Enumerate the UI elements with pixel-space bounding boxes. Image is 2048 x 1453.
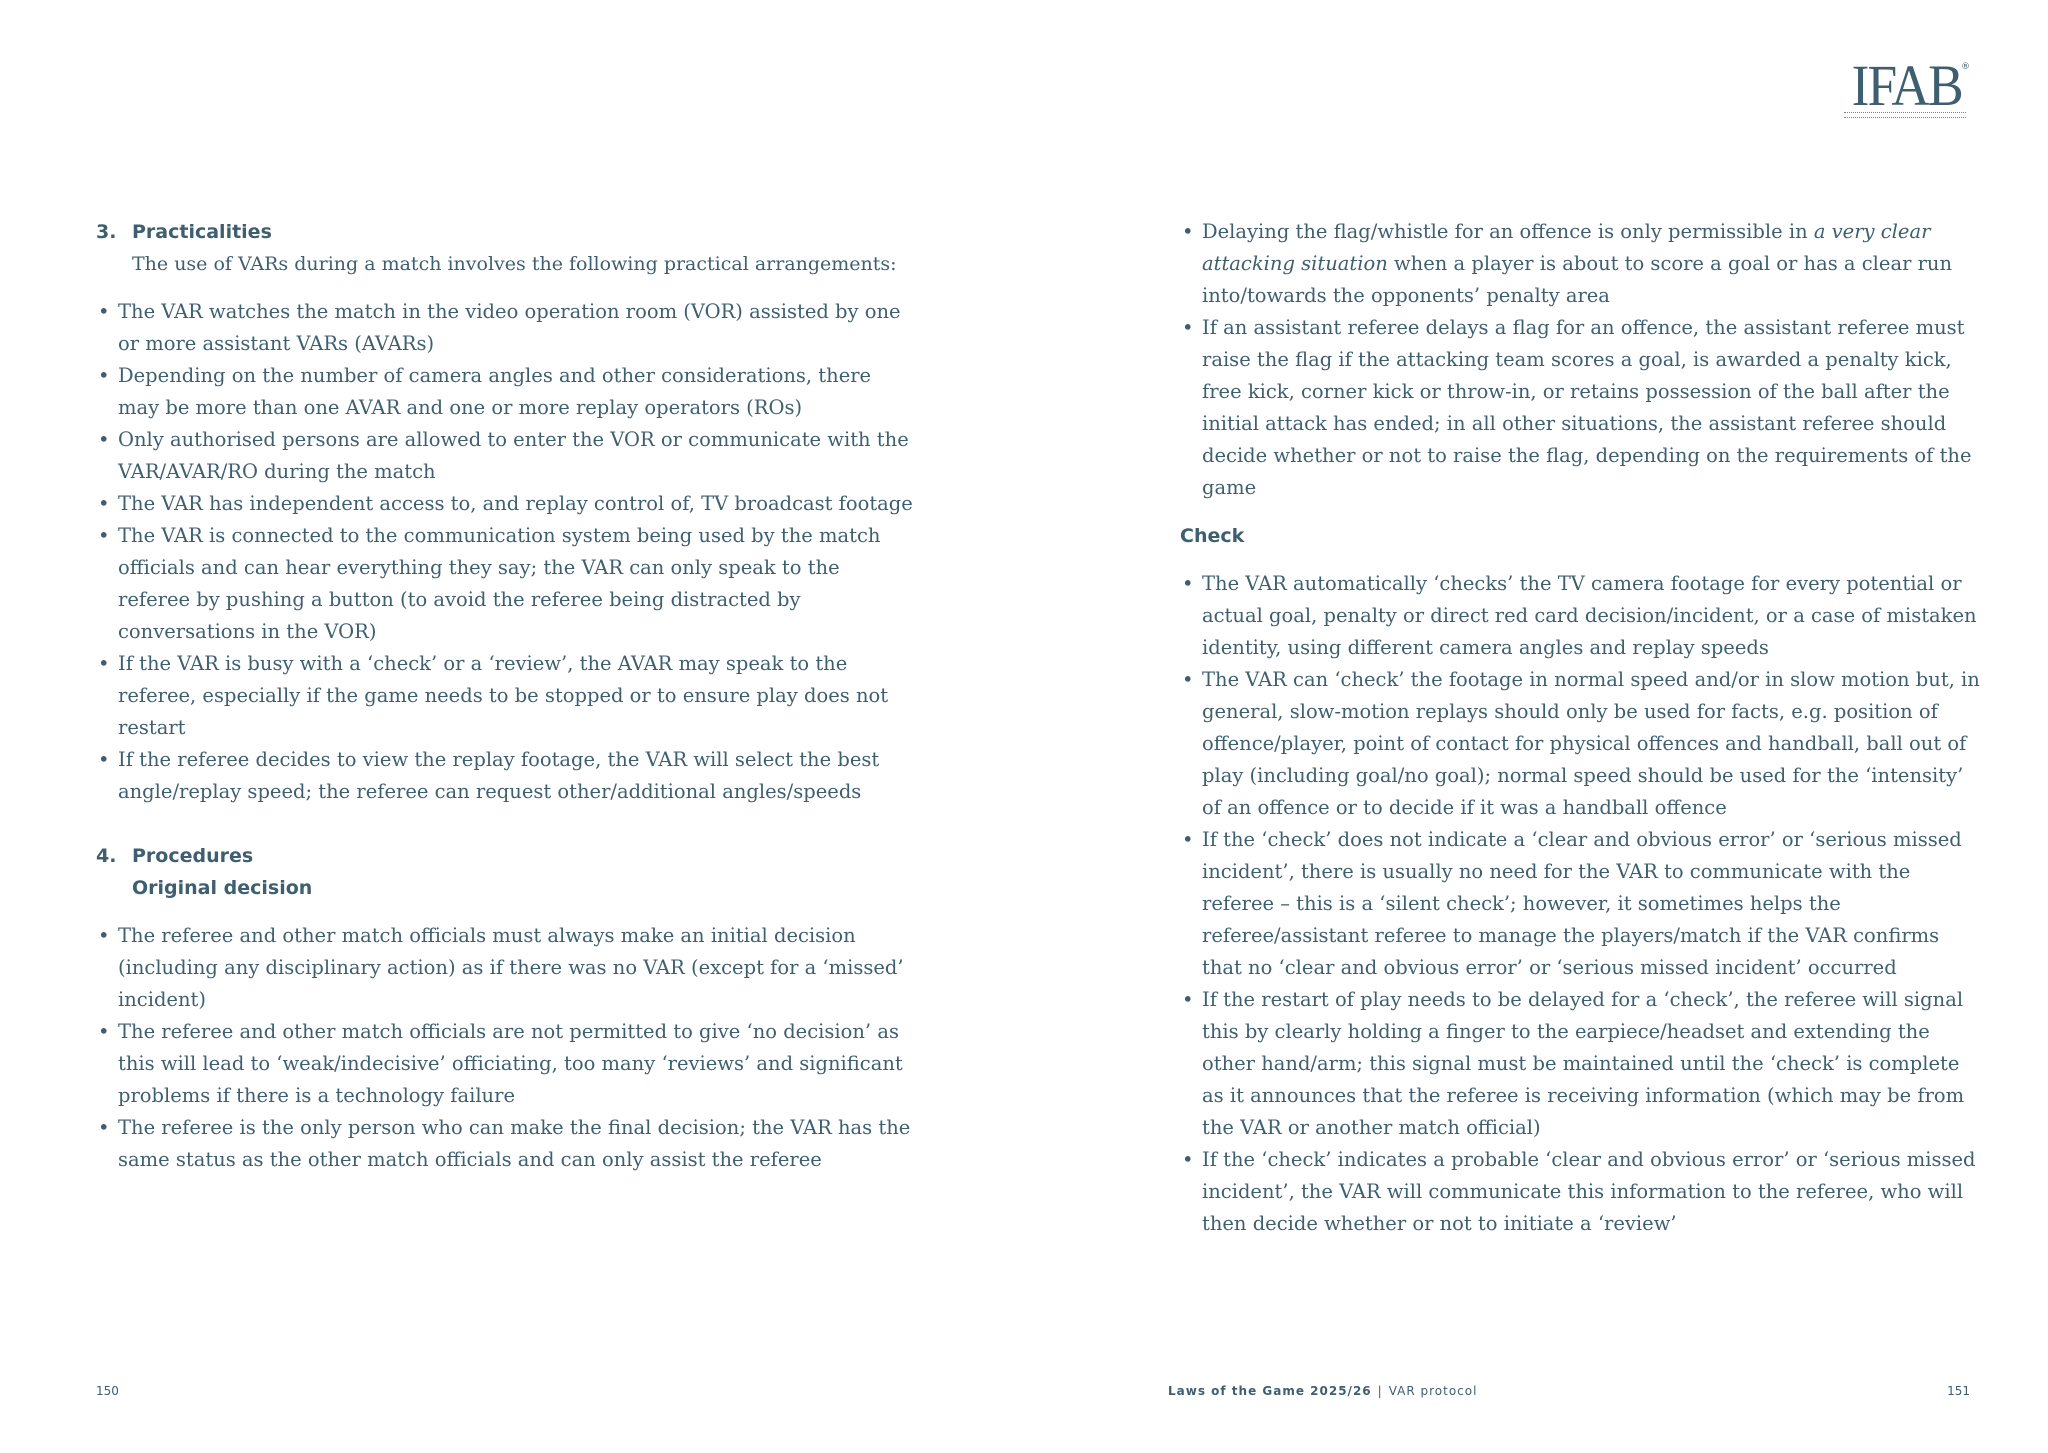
section-3-heading bbox=[96, 216, 916, 248]
page-number-right: 151 bbox=[1947, 1384, 1970, 1398]
list-item: • If the restart of play needs to be delayed for a ‘check’, the referee will signal this by clearly holding a finger to the earpiece/headset and extending the other hand/arm; this signal must be maintained until the ‘check’ is complete as it announces that the referee is receiving information (which may be from the VAR or another match official) bbox=[1180, 984, 1980, 1144]
section-name: VAR protocol bbox=[1388, 1384, 1478, 1398]
list-item: • If the ‘check’ indicates a probable ‘clear and obvious error’ or ‘serious missed incident’, the VAR will communicate this information to the referee, who will then decide whether or not to initiate a ‘review’ bbox=[1180, 1144, 1980, 1240]
list-item: • Depending on the number of camera angles and other considerations, there may be more than one AVAR and one or more replay operators (ROs) bbox=[96, 360, 916, 424]
right-column bbox=[1180, 216, 1980, 1240]
section-title: Procedures bbox=[132, 845, 254, 867]
list-item: • The VAR has independent access to, and replay control of, TV broadcast footage bbox=[96, 488, 916, 520]
list-item: • The VAR can ‘check’ the footage in normal speed and/or in slow motion but, in general, slow-motion replays should only be used for facts, e.g. position of offence/player, point of contact for physical offences and handball, ball out of play (including goal/no goal); normal speed should be used for the ‘intensity’ of an offence or to decide if it was a handball offence bbox=[1180, 664, 1980, 824]
list-item: • If the VAR is busy with a ‘check’ or a ‘review’, the AVAR may speak to the referee, especially if the game needs to be stopped or to ensure play does not restart bbox=[96, 648, 916, 744]
footer-separator: | bbox=[1377, 1384, 1383, 1398]
running-footer bbox=[1168, 1384, 1477, 1398]
ifab-logo-text: IFAB bbox=[1851, 53, 1962, 118]
list-item: • The VAR automatically ‘checks’ the TV camera footage for every potential or actual goal, penalty or direct red card decision/incident, or a case of mistaken identity, using different camera angles and replay speeds bbox=[1180, 568, 1980, 664]
list-item: • The VAR is connected to the communication system being used by the match officials and can hear everything they say; the VAR can only speak to the referee by pushing a button (to avoid the referee being distracted by conversations in the VOR) bbox=[96, 520, 916, 648]
section-number: 3. bbox=[96, 221, 117, 243]
flag-delay-list bbox=[1180, 216, 1980, 504]
list-item: • The referee and other match officials must always make an initial decision (including any disciplinary action) as if there was no VAR (except for a ‘missed’ incident) bbox=[96, 920, 916, 1016]
section-intro: The use of VARs during a match involves the following practical arrangements: bbox=[132, 253, 897, 275]
ifab-logo bbox=[1840, 53, 1970, 118]
list-item: • If the ‘check’ does not indicate a ‘clear and obvious error’ or ‘serious missed incident’, there is usually no need for the VAR to communicate with the referee – this is a ‘silent check’; however, it sometimes helps the referee/assistant referee to manage the players/match if the VAR confirms that no ‘clear and obvious error’ or ‘serious missed incident’ occurred bbox=[1180, 824, 1980, 984]
list-item: • The referee is the only person who can make the final decision; the VAR has the same status as the other match officials and can only assist the referee bbox=[96, 1112, 916, 1176]
section-number: 4. bbox=[96, 845, 117, 867]
list-item: • If the referee decides to view the replay footage, the VAR will select the best angle/replay speed; the referee can request other/additional angles/speeds bbox=[96, 744, 916, 808]
list-item: • Only authorised persons are allowed to enter the VOR or communicate with the VAR/AVAR/RO during the match bbox=[96, 424, 916, 488]
section-title: Practicalities bbox=[132, 221, 272, 243]
list-item: • Delaying the flag/whistle for an offence is only permissible in a very clear attacking situation when a player is about to score a goal or has a clear run into/towards the opponents’ penalty area bbox=[1180, 216, 1980, 312]
list-item: • The VAR watches the match in the video operation room (VOR) assisted by one or more assistant VARs (AVARs) bbox=[96, 296, 916, 360]
subsection-heading: Original decision bbox=[132, 877, 313, 899]
list-item: • The referee and other match officials are not permitted to give ‘no decision’ as this will lead to ‘weak/indecisive’ officiating, too many ‘reviews’ and significant problems if there is a technology failure bbox=[96, 1016, 916, 1112]
book-title: Laws of the Game 2025/26 bbox=[1168, 1384, 1372, 1398]
section-4-heading bbox=[96, 840, 916, 872]
emphasis: a very clear attacking situation bbox=[1202, 220, 1931, 275]
page-number-left: 150 bbox=[96, 1384, 119, 1398]
practicalities-list bbox=[96, 296, 916, 808]
list-item: • If an assistant referee delays a flag for an offence, the assistant referee must raise the flag if the attacking team scores a goal, is awarded a penalty kick, free kick, corner kick or throw-in, or retains possession of the ball after the initial attack has ended; in all other situations, the assistant referee should decide whether or not to raise the flag, depending on the requirements of the game bbox=[1180, 312, 1980, 504]
registered-mark: ® bbox=[1961, 62, 1970, 72]
check-heading: Check bbox=[1180, 525, 1245, 547]
check-list bbox=[1180, 568, 1980, 1240]
logo-tagline-rule bbox=[1844, 112, 1966, 118]
left-column bbox=[96, 216, 916, 1176]
original-decision-list bbox=[96, 920, 916, 1176]
